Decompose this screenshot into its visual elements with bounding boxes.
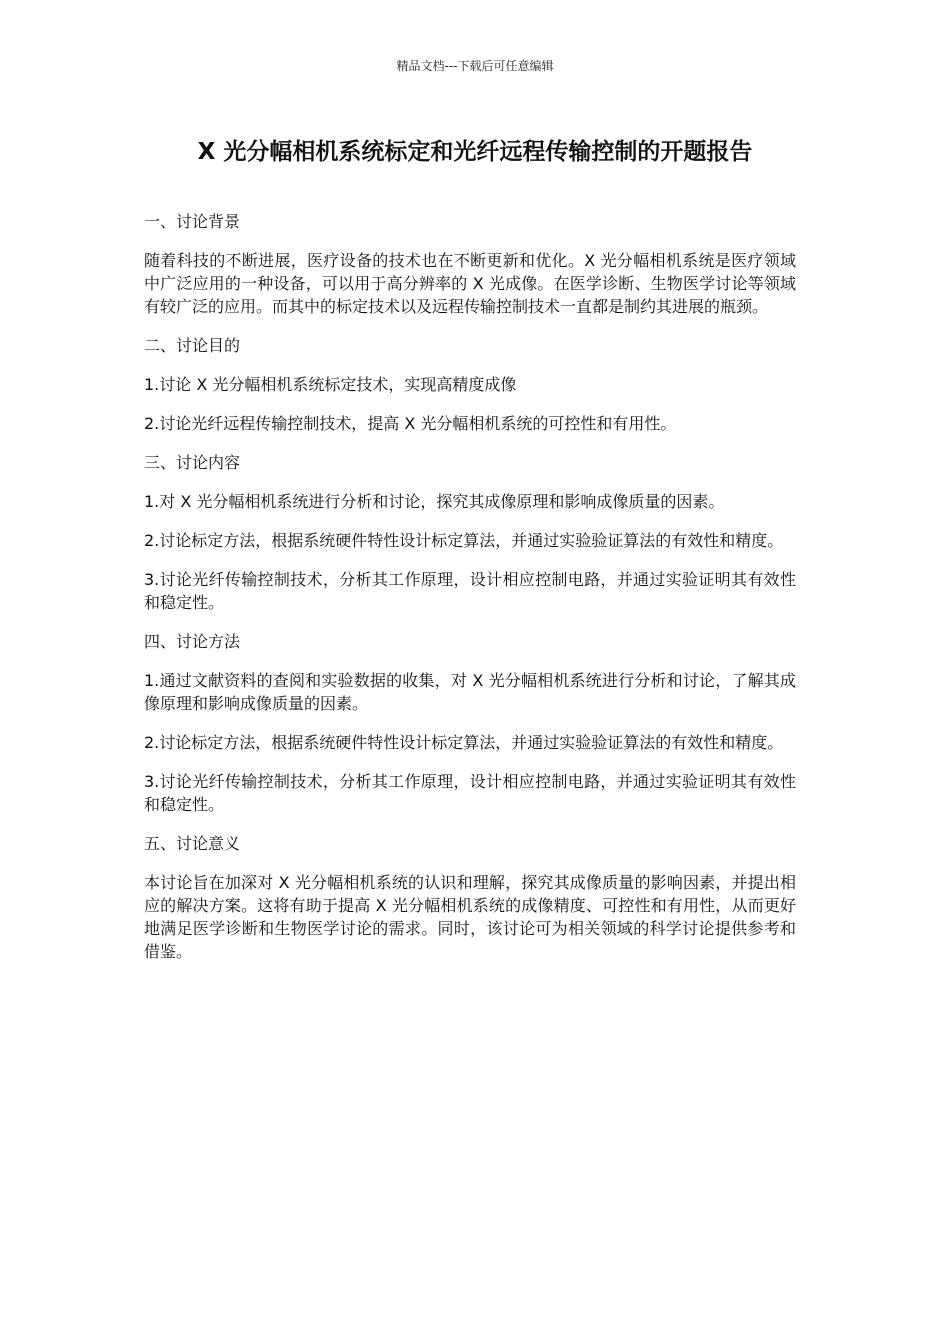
paragraph: 1.对 X 光分幅相机系统进行分析和讨论，探究其成像原理和影响成像质量的因素。 [144, 492, 725, 511]
section-heading-method: 四、讨论方法 [144, 632, 241, 651]
section-heading-content: 三、讨论内容 [144, 453, 241, 472]
page-header: 精品文档---下载后可任意编辑 [396, 59, 554, 73]
paragraph: 3.讨论光纤传输控制技术，分析其工作原理，设计相应控制电路，并通过实验证明其有效性和稳定性。 [144, 772, 796, 814]
paragraph: 2.讨论标定方法，根据系统硬件特性设计标定算法，并通过实验验证算法的有效性和精度。 [144, 531, 784, 550]
document-title: X 光分幅相机系统标定和光纤远程传输控制的开题报告 [197, 139, 753, 165]
paragraph: 3.讨论光纤传输控制技术，分析其工作原理，设计相应控制电路，并通过实验证明其有效性和稳定性。 [144, 570, 796, 612]
paragraph: 1.通过文献资料的查阅和实验数据的收集，对 X 光分幅相机系统进行分析和讨论，了解其成像原理和影响成像质量的因素。 [144, 671, 796, 713]
document-body [144, 210, 796, 979]
section-heading-purpose: 二、讨论目的 [144, 336, 241, 355]
paragraph: 随着科技的不断进展，医疗设备的技术也在不断更新和优化。X 光分幅相机系统是医疗领域中广泛应用的一种设备，可以用于高分辨率的 X 光成像。在医学诊断、生物医学讨论等领域有较广泛的应用。而其中的标定技术以及远程传输控制技术一直都是制约其进展的瓶颈。 [144, 251, 796, 316]
section-heading-background: 一、讨论背景 [144, 212, 241, 231]
paragraph: 1.讨论 X 光分幅相机系统标定技术，实现高精度成像 [144, 375, 517, 394]
paragraph: 2.讨论标定方法，根据系统硬件特性设计标定算法，并通过实验验证算法的有效性和精度。 [144, 733, 784, 752]
section-heading-significance: 五、讨论意义 [144, 834, 241, 853]
paragraph: 本讨论旨在加深对 X 光分幅相机系统的认识和理解，探究其成像质量的影响因素，并提出相应的解决方案。这将有助于提高 X 光分幅相机系统的成像精度、可控性和有用性，从而更好地满足医学诊断和生物医学讨论的需求。同时，该讨论可为相关领域的科学讨论提供参考和借鉴。 [144, 873, 796, 961]
paragraph: 2.讨论光纤远程传输控制技术，提高 X 光分幅相机系统的可控性和有用性。 [144, 414, 677, 433]
